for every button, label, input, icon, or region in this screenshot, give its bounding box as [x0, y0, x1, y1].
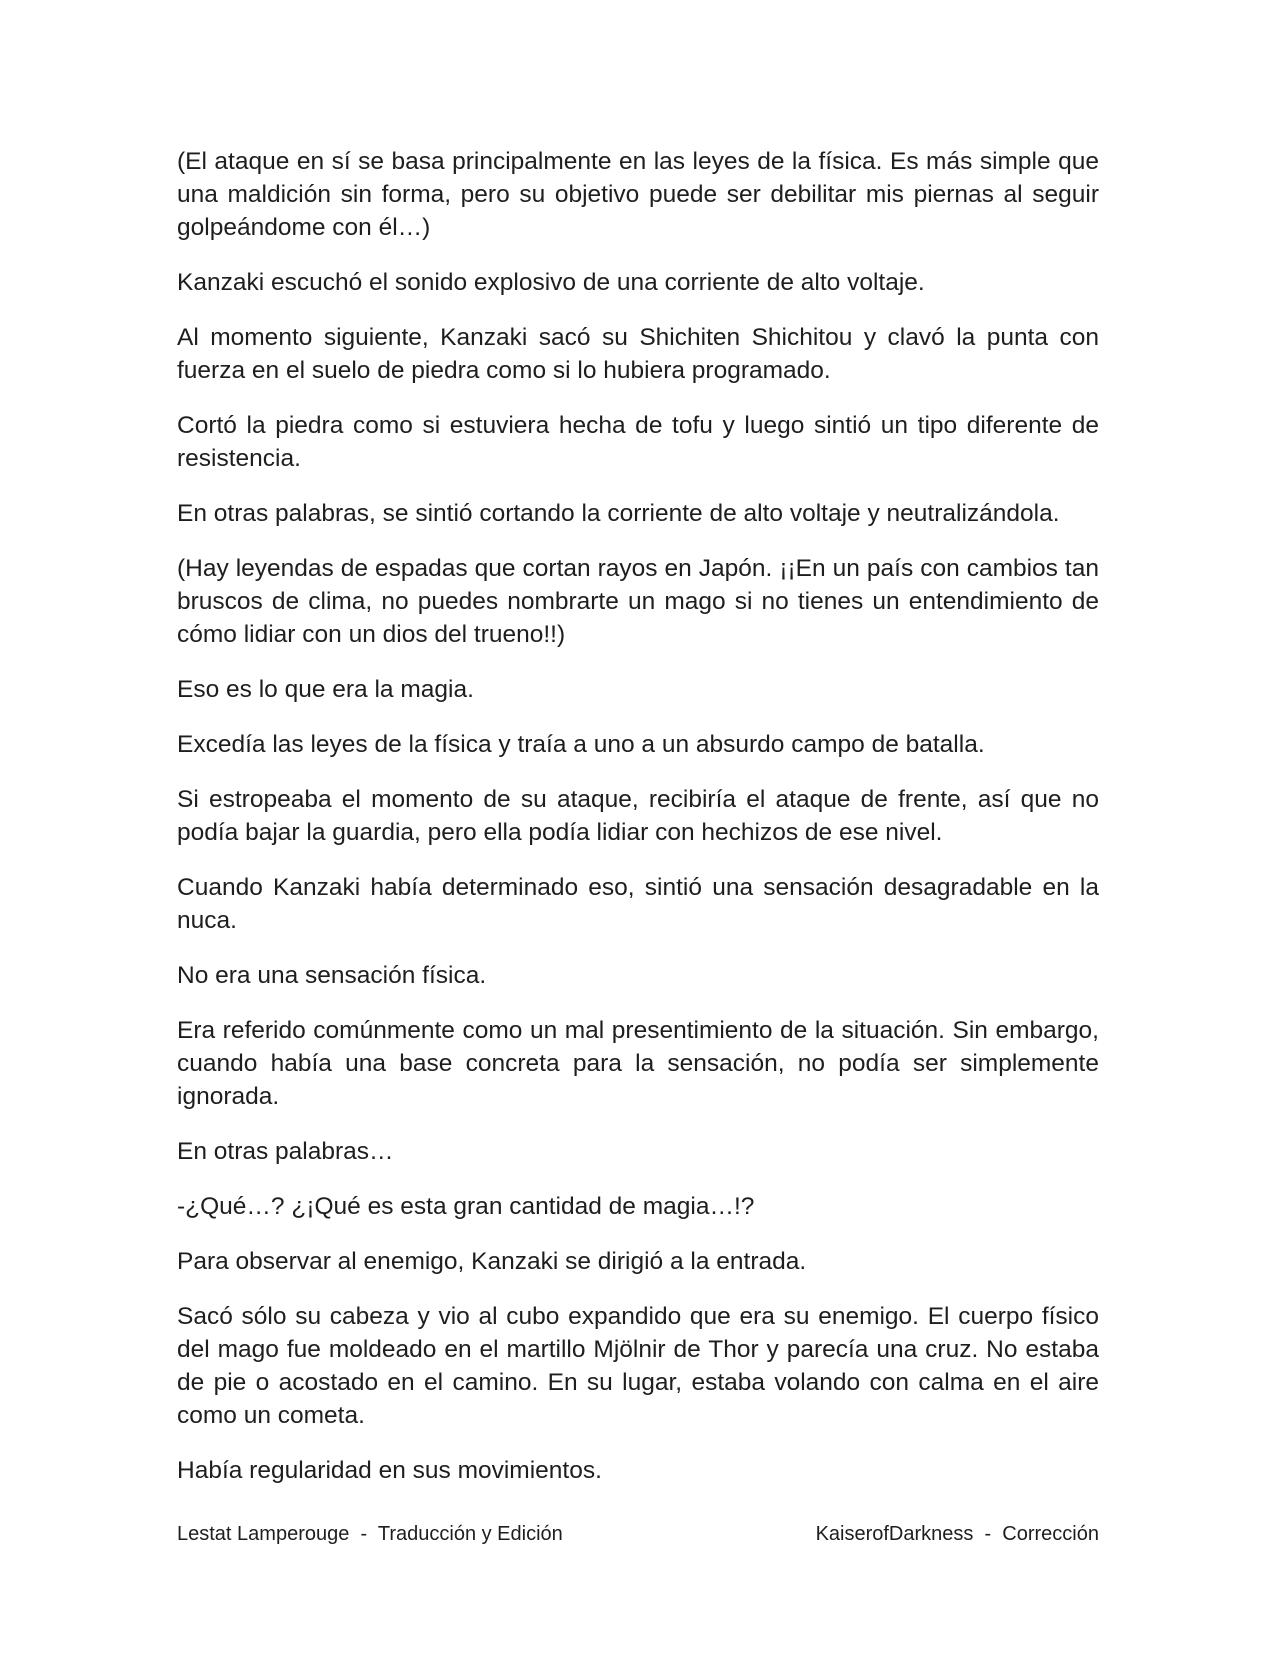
paragraph: (El ataque en sí se basa principalmente en las leyes de la física. Es más simple que una maldición sin forma, pero su objetivo puede ser debilitar mis piernas al seguir golpeándome con él…)	[177, 148, 1099, 241]
paragraph: Era referido comúnmente como un mal presentimiento de la situación. Sin embargo, cuando había una base concreta para la sensación, no podía ser simplemente ignorada.	[177, 1017, 1099, 1110]
paragraph: Eso es lo que era la magia.	[177, 676, 474, 703]
paragraph: Si estropeaba el momento de su ataque, recibiría el ataque de frente, así que no podía bajar la guardia, pero ella podía lidiar con hechizos de ese nivel.	[177, 786, 1099, 846]
paragraph: Sacó sólo su cabeza y vio al cubo expandido que era su enemigo. El cuerpo físico del mago fue moldeado en el martillo Mjölnir de Thor y parecía una cruz. No estaba de pie o acostado en el camino. En su lugar, estaba volando con calma en el aire como un cometa.	[177, 1303, 1099, 1429]
footer-credit-correction: KaiserofDarkness - Corrección	[815, 1523, 1099, 1545]
body-text	[177, 145, 1099, 1509]
paragraph: Kanzaki escuchó el sonido explosivo de una corriente de alto voltaje.	[177, 269, 925, 296]
paragraph: En otras palabras…	[177, 1138, 394, 1165]
footer-credit-translation: Lestat Lamperouge - Traducción y Edición	[177, 1523, 563, 1545]
paragraph: Al momento siguiente, Kanzaki sacó su Shichiten Shichitou y clavó la punta con fuerza en el suelo de piedra como si lo hubiera programado.	[177, 324, 1099, 384]
paragraph: En otras palabras, se sintió cortando la corriente de alto voltaje y neutralizándola.	[177, 500, 1060, 527]
paragraph: Había regularidad en sus movimientos.	[177, 1457, 602, 1484]
paragraph: (Hay leyendas de espadas que cortan rayos en Japón. ¡¡En un país con cambios tan bruscos de clima, no puedes nombrarte un mago si no tienes un entendimiento de cómo lidiar con un dios del trueno!!)	[177, 555, 1099, 648]
paragraph: Excedía las leyes de la física y traía a uno a un absurdo campo de batalla.	[177, 731, 985, 758]
paragraph: Cuando Kanzaki había determinado eso, sintió una sensación desagradable en la nuca.	[177, 874, 1099, 934]
paragraph: No era una sensación física.	[177, 962, 487, 989]
page-footer	[177, 1520, 1099, 1548]
paragraph: -¿Qué…? ¿¡Qué es esta gran cantidad de magia…!?	[177, 1193, 755, 1220]
paragraph: Para observar al enemigo, Kanzaki se dirigió a la entrada.	[177, 1248, 807, 1275]
paragraph: Cortó la piedra como si estuviera hecha de tofu y luego sintió un tipo diferente de resistencia.	[177, 412, 1099, 472]
